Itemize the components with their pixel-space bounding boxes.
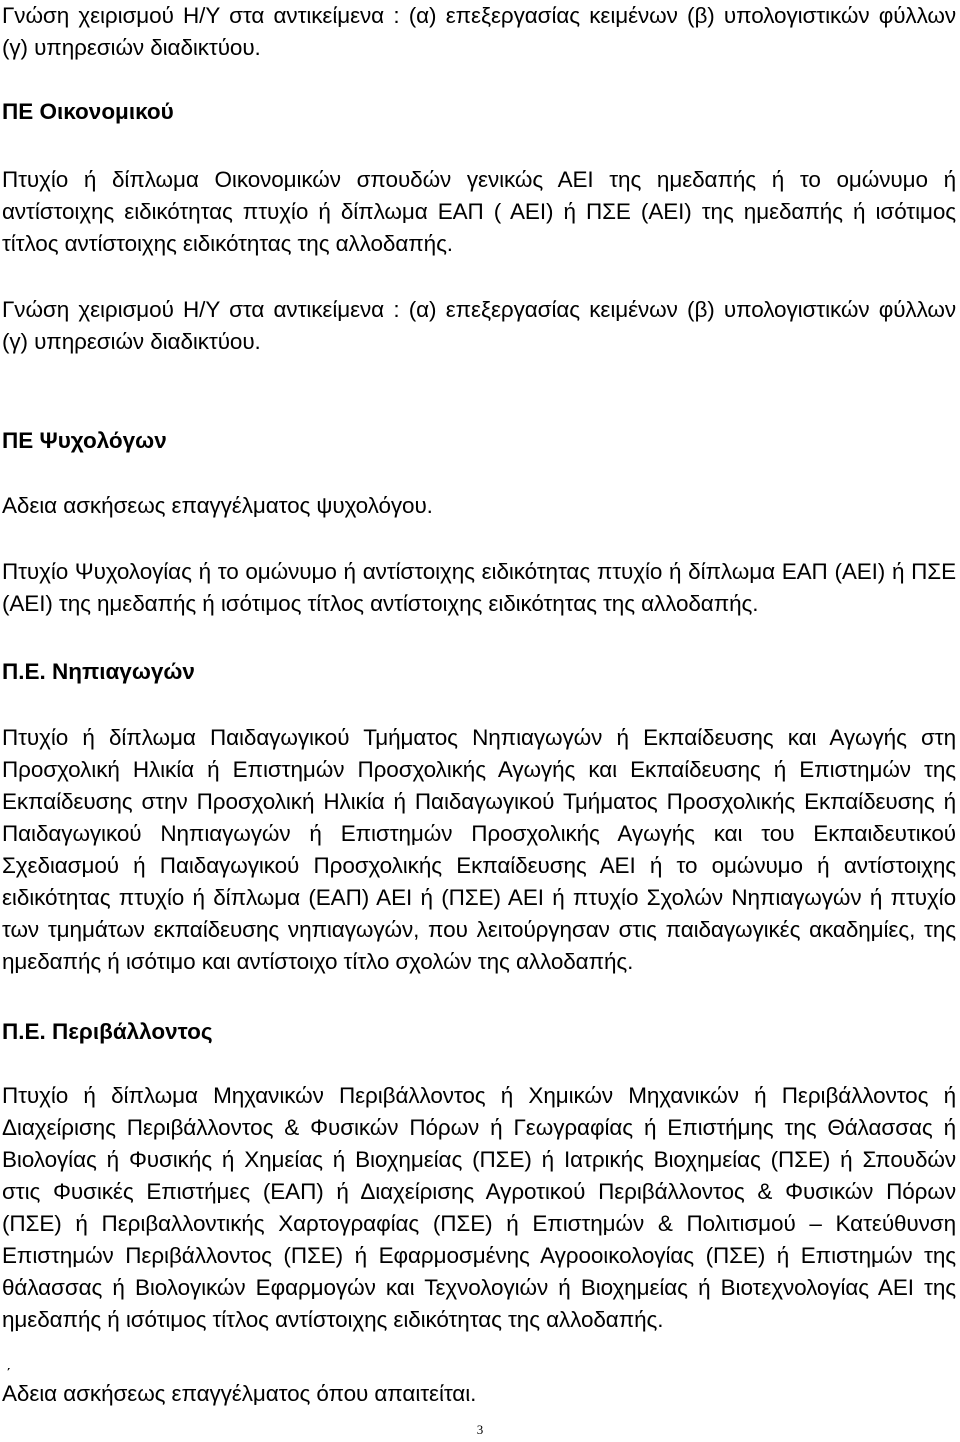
paragraph-line: Εκπαίδευσης στην Προσχολική Ηλικία ή Παιδαγωγικού Τμήματος Προσχολικής Εκπαίδευσης ή	[2, 789, 956, 814]
paragraph-line: ημεδαπής ή ισότιμο και αντίστοιχο τίτλο σχολών της αλλοδαπής.	[2, 949, 634, 974]
paragraph-line: στις Φυσικές Επιστήμες (ΕΑΠ) ή Διαχείρισης Αγροτικού Περιβάλλοντος & Φυσικών Πόρων	[2, 1179, 956, 1204]
paragraph-line: (γ) υπηρεσιών διαδικτύου.	[2, 35, 261, 60]
section-heading: Π.Ε. Νηπιαγωγών	[2, 659, 195, 684]
paragraph-line: Πτυχίο ή δίπλωμα Μηχανικών Περιβάλλοντος ή Χημικών Μηχανικών ή Περιβάλλοντος ή	[2, 1083, 956, 1108]
paragraph-line: (ΠΣΕ) ή Περιβαλλοντικής Χαρτογραφίας (ΠΣΕ) ή Επιστημών & Πολιτισμού – Κατεύθυνση	[2, 1211, 956, 1236]
paragraph	[2, 556, 956, 620]
paragraph-line: Διαχείρισης Περιβάλλοντος & Φυσικών Πόρων ή Γεωγραφίας ή Επιστήμης της Θάλασσας ή	[2, 1115, 956, 1140]
paragraph	[2, 722, 956, 978]
paragraph-line: αντίστοιχης ειδικότητας πτυχίο ή δίπλωμα ΕΑΠ ( ΑΕΙ) ή ΠΣΕ (ΑΕΙ) της ημεδαπής ή ισότιμος	[2, 199, 956, 224]
paragraph-line: Βιολογίας ή Φυσικής ή Χημείας ή Βιοχημείας (ΠΣΕ) ή Ιατρικής Βιοχημείας (ΠΣΕ) ή Σπουδών	[2, 1147, 956, 1172]
paragraph-line: Σχεδιασμού ή Παιδαγωγικού Προσχολικής Εκπαίδευσης ΑΕΙ ή το ομώνυμο ή αντίστοιχης	[2, 853, 956, 878]
paragraph-line: Πτυχίο ή δίπλωμα Παιδαγωγικού Τμήματος Νηπιαγωγών ή Εκπαίδευσης και Αγωγής στη	[2, 725, 956, 750]
paragraph	[2, 294, 956, 358]
paragraph-line: (ΑΕΙ) της ημεδαπής ή ισότιμος τίτλος αντίστοιχης ειδικότητας της αλλοδαπής.	[2, 591, 759, 616]
paragraph-line: των τμημάτων εκπαίδευσης νηπιαγωγών, που λειτούργησαν στις παιδαγωγικές ακαδημίες, της	[2, 917, 956, 942]
paragraph-line: Γνώση χειρισμού Η/Υ στα αντικείμενα : (α) επεξεργασίας κειμένων (β) υπολογιστικών φύλλων	[2, 297, 956, 322]
paragraph-line: (γ) υπηρεσιών διαδικτύου.	[2, 329, 261, 354]
paragraph-line: Προσχολική Ηλικία ή Επιστημών Προσχολικής Αγωγής και Εκπαίδευσης ή Επιστημών της	[2, 757, 956, 782]
paragraph	[2, 1378, 956, 1410]
paragraph-line: Αδεια ασκήσεως επαγγέλματος όπου απαιτείται.	[2, 1381, 477, 1406]
paragraph	[2, 490, 956, 522]
stray-mark: ΄	[6, 1367, 12, 1384]
paragraph-line: Επιστημών Περιβάλλοντος (ΠΣΕ) ή Εφαρμοσμένης Αγροοικολογίας (ΠΣΕ) ή Επιστημών της	[2, 1243, 956, 1268]
section-heading: ΠΕ Οικονομικού	[2, 99, 174, 124]
section-heading: Π.Ε. Περιβάλλοντος	[2, 1019, 213, 1044]
paragraph	[2, 164, 956, 260]
paragraph-line: Παιδαγωγικού Νηπιαγωγών ή Επιστημών Προσχολικής Αγωγής και του Εκπαιδευτικού	[2, 821, 956, 846]
paragraph-line: Πτυχίο Ψυχολογίας ή το ομώνυμο ή αντίστοιχης ειδικότητας πτυχίο ή δίπλωμα ΕΑΠ (ΑΕΙ) ή ΠΣΕ	[2, 559, 956, 584]
section-heading: ΠΕ Ψυχολόγων	[2, 428, 167, 453]
page-number: 3	[476, 1422, 484, 1437]
paragraph-line: θάλασσας ή Βιολογικών Εφαρμογών και Τεχνολογιών ή Βιοχημείας ή Βιοτεχνολογίας ΑΕΙ της	[2, 1275, 956, 1300]
paragraph	[2, 1080, 956, 1336]
paragraph-line: Αδεια ασκήσεως επαγγέλματος ψυχολόγου.	[2, 493, 433, 518]
paragraph	[2, 0, 956, 64]
paragraph-line: τίτλος αντίστοιχης ειδικότητας της αλλοδαπής.	[2, 231, 453, 256]
paragraph-line: Πτυχίο ή δίπλωμα Οικονομικών σπουδών γενικώς ΑΕΙ της ημεδαπής ή το ομώνυμο ή	[2, 167, 956, 192]
paragraph-line: ημεδαπής ή ισότιμος τίτλος αντίστοιχης ειδικότητας της αλλοδαπής.	[2, 1307, 664, 1332]
paragraph-line: Γνώση χειρισμού Η/Υ στα αντικείμενα : (α) επεξεργασίας κειμένων (β) υπολογιστικών φύλλων	[2, 3, 956, 28]
paragraph-line: ειδικότητας πτυχίο ή δίπλωμα (ΕΑΠ) ΑΕΙ ή (ΠΣΕ) ΑΕΙ ή πτυχίο Σχολών Νηπιαγωγών ή πτυχίο	[2, 885, 956, 910]
